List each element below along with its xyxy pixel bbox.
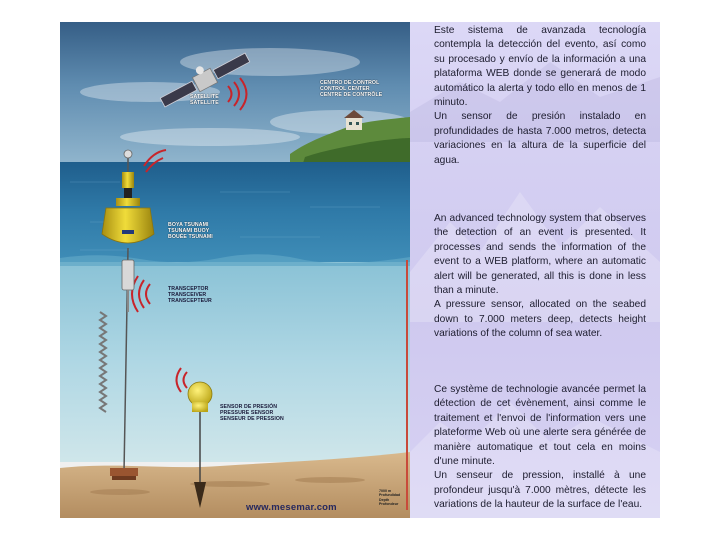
control-center-label-fr: CENTRE DE CONTRÔLE [320,92,383,99]
tsunami-system-illustration [60,22,410,518]
depth-scale-value: 7000 m [379,489,392,493]
pressure-sensor-label-en: PRESSURE SENSOR [220,410,274,417]
control-center-label-en: CONTROL CENTER [320,86,370,93]
french-paragraph-1: Ce système de technologie avancée permet la détection de cet évènement, ainsi comme le traitement et l'envoi de l'information vers une plateforme Web où une alerte sera générée de manière automatique et tout cela en moins d'une minute. [434,384,646,468]
control-center-label [320,80,382,99]
depth-scale-fr: Profondeur [379,501,399,506]
english-paragraph-2: A pressure sensor, allocated on the seabed down to 7.000 meters deep, detects height variations of the column of sea water. [434,299,646,340]
transceiver-label [168,286,212,305]
french-description [434,383,646,513]
transceiver-label-fr: TRANSCEPTEUR [168,298,212,305]
buoy-label-fr: BOUÉE TSUNAMI [168,234,213,241]
pressure-sensor-label-es: SENSOR DE PRESIÓN [220,404,278,410]
satellite-label [190,94,219,106]
depth-scale-en: Depth [379,497,390,502]
english-paragraph-1: An advanced technology system that observes the detection of an event is presented. It processes and sends the information of the event to a WEB platform, where an automatic alert will be generated, all this is done in less than a minute. [434,213,646,297]
english-description [434,212,646,342]
transceiver-label-es: TRANSCEPTOR [168,286,209,292]
depth-scale-note [379,489,400,506]
satellite-label-es: SATELLITE [190,94,219,100]
control-center-label-es: CENTRO DE CONTROL [320,80,380,86]
description-panel [410,22,660,518]
pressure-sensor-label [220,404,284,423]
buoy-label [168,222,213,241]
french-paragraph-2: Un senseur de pression, installé à une profondeur jusqu'à 7.000 mètres, détecte les variations de la hauteur de la surface de l'eau. [434,470,646,511]
spanish-paragraph-2: Un sensor de presión instalado en profundidades de hasta 7.000 metros, detecta variaciones en la altura de la superficie del agua. [434,111,646,166]
anchor-block-icon [110,468,138,480]
spanish-paragraph-1: Este sistema de avanzada tecnología contempla la detección del evento, así como su procesado y envío de la información a una plataforma WEB donde se generará de modo automático la alerta y todo ello en menos de 1 minuto. [434,25,646,109]
spanish-description [434,24,646,168]
depth-scale-es: Profundidad [379,493,401,498]
website-url[interactable]: www.mesemar.com [246,502,337,513]
buoy-label-en: TSUNAMI BUOY [168,228,210,235]
satellite-label-en: SATELLITE [190,100,219,107]
buoy-label-es: BOYA TSUNAMI [168,222,209,228]
transceiver-label-en: TRANSCEIVER [168,292,207,299]
pressure-sensor-label-fr: SENSEUR DE PRESSION [220,416,284,423]
poster [60,22,660,518]
depth-marker-line [406,260,408,510]
